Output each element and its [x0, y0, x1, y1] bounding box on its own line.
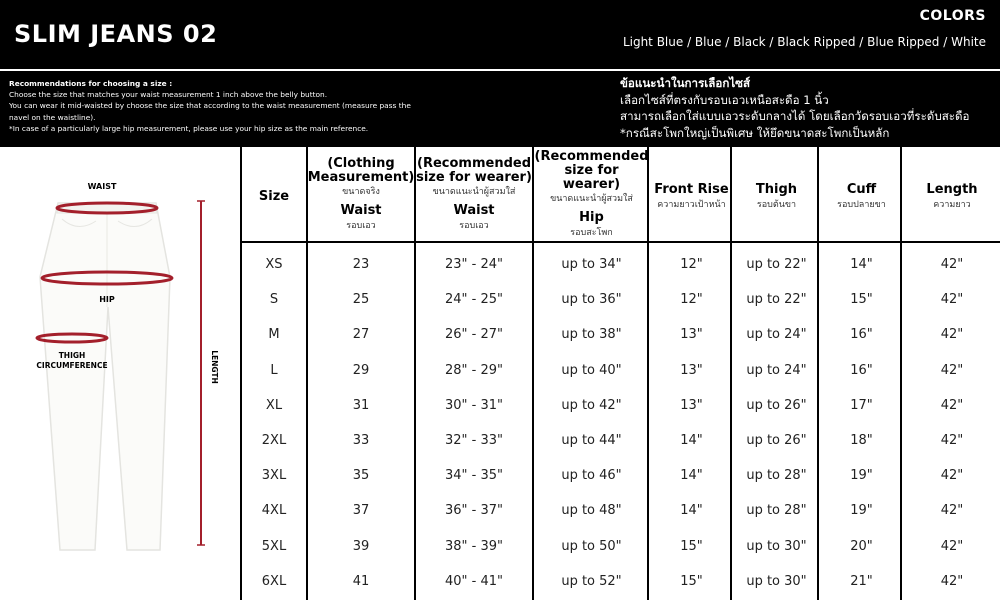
table-cell: 17": [850, 397, 873, 413]
jeans-illustration-panel: [0, 147, 240, 600]
table-cell: 33: [352, 433, 370, 448]
column-header-sublabel: (Recommended size for wearer): [416, 156, 532, 185]
column-header-sublabel: รอบสะโพก: [570, 228, 613, 238]
column-header-label: Waist: [340, 203, 382, 218]
table-cell: up to 26": [746, 433, 807, 448]
table-cell: 42": [940, 433, 964, 448]
column-header-sublabel: รอบปลายขา: [837, 200, 886, 210]
table-cell: 34" - 35": [445, 468, 503, 484]
table-cell: 40" - 41": [445, 573, 503, 589]
size-label: 5XL: [261, 538, 287, 554]
table-cell: up to 42": [561, 397, 622, 413]
table-cell: 42": [940, 397, 964, 413]
table-cell: 12": [680, 292, 703, 308]
table-cell: 36" - 37": [445, 503, 503, 519]
column-header: [651, 147, 732, 243]
table-cell: 13": [680, 362, 703, 378]
column-header: [242, 147, 306, 243]
size-label: S: [269, 292, 279, 308]
thigh-label-line2: CIRCUMFERENCE: [36, 361, 108, 370]
column-header-label: Cuff: [846, 182, 877, 197]
table-cell: up to 50": [561, 538, 622, 554]
recommendations-thai: [620, 75, 995, 141]
table-cell: up to 28": [746, 468, 807, 484]
table-cell: 14": [680, 468, 703, 484]
column-header: [904, 147, 1000, 243]
table-cell: up to 22": [746, 257, 807, 272]
column-header: [534, 147, 649, 243]
recommendations-thai-heading: ข้อแนะนำในการเลือกไซส์: [620, 76, 751, 90]
table-cell: 25: [352, 292, 370, 308]
product-title: SLIM JEANS 02: [14, 20, 218, 48]
table-cell: 42": [940, 573, 964, 589]
table-cell: 19": [850, 503, 873, 519]
table-cell: 14": [680, 503, 703, 519]
column-header-sublabel: ขนาดจริง: [342, 187, 380, 197]
size-chart-table: [240, 147, 1000, 600]
column-header-label: Length: [926, 182, 978, 197]
jeans-diagram: [0, 147, 240, 600]
table-cell: 32" - 33": [445, 433, 503, 448]
table-cell: up to 48": [561, 503, 622, 519]
table-cell: 42": [940, 292, 964, 308]
column-header-sublabel: รอบต้นขา: [756, 200, 797, 210]
table-cell: 26" - 27": [445, 327, 503, 343]
table-cell: 12": [680, 257, 703, 272]
table-cell: 23: [352, 257, 370, 272]
table-cell: up to 52": [561, 573, 622, 589]
jeans-icon: [40, 203, 170, 550]
table-cell: 19": [850, 468, 873, 484]
table-cell: 39: [352, 538, 370, 554]
table-cell: 18": [850, 433, 873, 448]
table-cell: 21": [850, 573, 873, 589]
column-header-sublabel: (Recommended size for wearer): [534, 149, 649, 192]
column-header-label: Size: [258, 189, 290, 204]
table-cell: 30" - 31": [445, 397, 503, 413]
recommendation-line: You can wear it mid-waisted by choose the size that according to the waist measurement (measure pass the: [9, 101, 411, 111]
size-label: 6XL: [261, 573, 287, 589]
table-cell: 37: [352, 503, 370, 519]
table-cell: 42": [940, 362, 964, 378]
size-label: XS: [265, 257, 283, 272]
size-label: L: [270, 362, 278, 378]
size-label: 3XL: [261, 468, 287, 484]
table-cell: 42": [940, 538, 964, 554]
recommendations-panel: [0, 71, 1000, 147]
table-cell: 15": [680, 573, 703, 589]
column-header-sublabel: (Clothing Measurement): [307, 156, 415, 185]
table-cell: 35: [352, 468, 370, 484]
table-cell: up to 30": [746, 538, 807, 554]
table-cell: 38" - 39": [445, 538, 503, 554]
table-cell: up to 40": [561, 362, 622, 378]
recommendation-line: *In case of a particularly large hip measurement, please use your hip size as the main reference.: [9, 123, 369, 133]
column-header-label: Hip: [579, 210, 604, 225]
table-cell: 42": [940, 257, 964, 272]
waist-label: WAIST: [87, 182, 117, 191]
table-cell: 42": [940, 503, 964, 519]
size-label: M: [268, 327, 280, 343]
size-label: 4XL: [261, 503, 287, 519]
recommendation-line-thai: เลือกไซส์ที่ตรงกับรอบเอวเหนือสะดือ 1 นิ้ว: [620, 92, 829, 107]
table-cell: up to 38": [561, 327, 622, 343]
table-cell: 24" - 25": [445, 292, 503, 308]
table-cell: up to 46": [561, 468, 622, 484]
column-header-label: Thigh: [755, 182, 798, 197]
table-cell: 41: [352, 573, 370, 589]
table-cell: up to 36": [561, 292, 622, 308]
recommendation-line: Choose the size that matches your waist measurement 1 inch above the belly button.: [9, 90, 328, 100]
recommendation-line-thai: *กรณีสะโพกใหญ่เป็นพิเศษ ให้ยึดขนาดสะโพกเป็นหลัก: [620, 125, 890, 140]
table-cell: 13": [680, 397, 703, 413]
column-header-sublabel: ความยาว: [933, 200, 971, 210]
size-label: 2XL: [261, 433, 287, 448]
thigh-label: THIGH: [58, 351, 86, 360]
recommendation-line: navel on the waistline).: [9, 112, 96, 122]
column-header: [734, 147, 819, 243]
size-label: XL: [265, 397, 283, 413]
table-cell: up to 28": [746, 503, 807, 519]
table-cell: 16": [850, 327, 873, 343]
column-header-sublabel: รอบเอว: [346, 221, 376, 231]
table-cell: 23" - 24": [445, 257, 503, 272]
recommendation-line-thai: สามารถเลือกใส่แบบเอวระดับกลางได้ โดยเลือกวัดรอบเอวที่ระดับสะดือ: [620, 109, 970, 123]
colors-list: Light Blue / Blue / Black / Black Ripped / Blue Ripped / White: [622, 35, 986, 49]
column-header-sublabel: รอบเอว: [459, 221, 489, 231]
table-cell: 16": [850, 362, 873, 378]
table-cell: up to 22": [746, 292, 807, 308]
table-cell: 28" - 29": [445, 362, 503, 378]
table-cell: 15": [850, 292, 873, 308]
colors-title: COLORS: [919, 8, 986, 24]
table-cell: 42": [940, 327, 964, 343]
table-cell: 42": [940, 468, 964, 484]
column-header-sublabel: ความยาวเป้าหน้า: [657, 200, 726, 210]
table-cell: up to 26": [746, 397, 807, 413]
table-cell: up to 44": [561, 433, 622, 448]
table-cell: 27: [352, 327, 370, 343]
table-cell: up to 24": [746, 327, 807, 343]
column-header-label: Waist: [453, 203, 495, 218]
table-cell: 31: [352, 397, 370, 413]
hip-label: HIP: [99, 295, 115, 304]
column-header: [416, 147, 532, 243]
recommendations-english: [9, 78, 489, 134]
recommendations-english-heading: Recommendations for choosing a size :: [9, 79, 173, 88]
header-bar: [0, 0, 1000, 69]
table-cell: 29: [352, 362, 370, 378]
table-cell: 15": [680, 538, 703, 554]
length-label: LENGTH: [210, 350, 219, 384]
column-header: [308, 147, 414, 243]
table-cell: 14": [680, 433, 703, 448]
table-cell: 13": [680, 327, 703, 343]
column-header-label: Front Rise: [654, 182, 729, 197]
column-header: [821, 147, 902, 243]
table-cell: 14": [850, 257, 873, 272]
table-cell: up to 34": [561, 257, 622, 272]
table-cell: up to 24": [746, 362, 807, 378]
column-header-sublabel: ขนาดแนะนำผู้สวมใส่: [432, 187, 516, 197]
column-header-sublabel: ขนาดแนะนำผู้สวมใส่: [550, 194, 633, 204]
table-cell: 20": [850, 538, 873, 554]
table-cell: up to 30": [746, 573, 807, 589]
